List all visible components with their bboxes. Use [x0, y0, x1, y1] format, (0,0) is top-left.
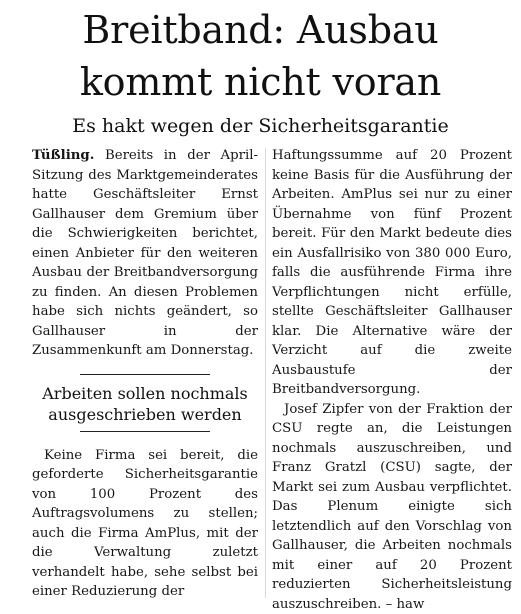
headline [0, 4, 521, 108]
paragraph-3: Josef Zipfer von der Fraktion der CSU regte an, die Leistungen nochmals auszuschreiben, und Franz Gratzl (CSU) sagte, der Markt sei zum Ausbau verpflichtet. Das Plenum einigte sich letztendlich auf den Vorschlag von Gallhauser, die Arbeiten nochmals mit einer auf 20 Prozent reduzierten Sicherheitsleistung auszuschreiben. – haw [272, 400, 512, 614]
right-column [272, 146, 512, 614]
intro-paragraph [32, 146, 258, 361]
dateline: Tüßling. [32, 148, 94, 163]
headline-line-1: Breitband: Ausbau [0, 4, 521, 56]
interheadline [32, 383, 258, 425]
intro-text: Bereits in der April-Sitzung des Marktgemeinderates hatte Geschäftsleiter Ernst Gallhauser dem Gremium über die Schwierigkeiten berichtet, einen Anbieter für den weiteren Ausbau der Breitbandversorgung zu finden. An diesen Problemen habe sich nichts geändert, so Gallhauser in der Zusammenkunft am Donnerstag. [32, 148, 258, 358]
interheadline-line-1: Arbeiten sollen nochmals [32, 383, 258, 404]
column-divider [265, 148, 266, 598]
headline-line-2: kommt nicht voran [0, 56, 521, 108]
interheadline-rule-top [80, 374, 210, 375]
subheadline: Es hakt wegen der Sicherheitsgarantie [0, 113, 521, 139]
paragraph-2-continued: Haftungssumme auf 20 Prozent keine Basis für die Ausführung der Arbeiten. AmPlus sei nur zu einer Übernahme von fünf Prozent bereit. Für den Markt bedeute dies ein Ausfallrisiko von 380 000 Euro, falls die ausführende Firma ihre Verpflichtungen nicht erfülle, stellte Geschäftsleiter Gallhauser klar. Die Alternative wäre der Verzicht auf die zweite Ausbaustufe der Breitbandversorgung. [272, 146, 512, 400]
paragraph-2-start: Keine Firma sei bereit, die geforderte Sicherheitsgarantie von 100 Prozent des Auftragsvolumens zu stellen; auch die Firma AmPlus, mit der die Verwaltung zuletzt verhandelt habe, sehe selbst bei einer Reduzierung der [32, 446, 258, 602]
left-column [32, 146, 258, 602]
interheadline-line-2: ausgeschrieben werden [32, 404, 258, 425]
